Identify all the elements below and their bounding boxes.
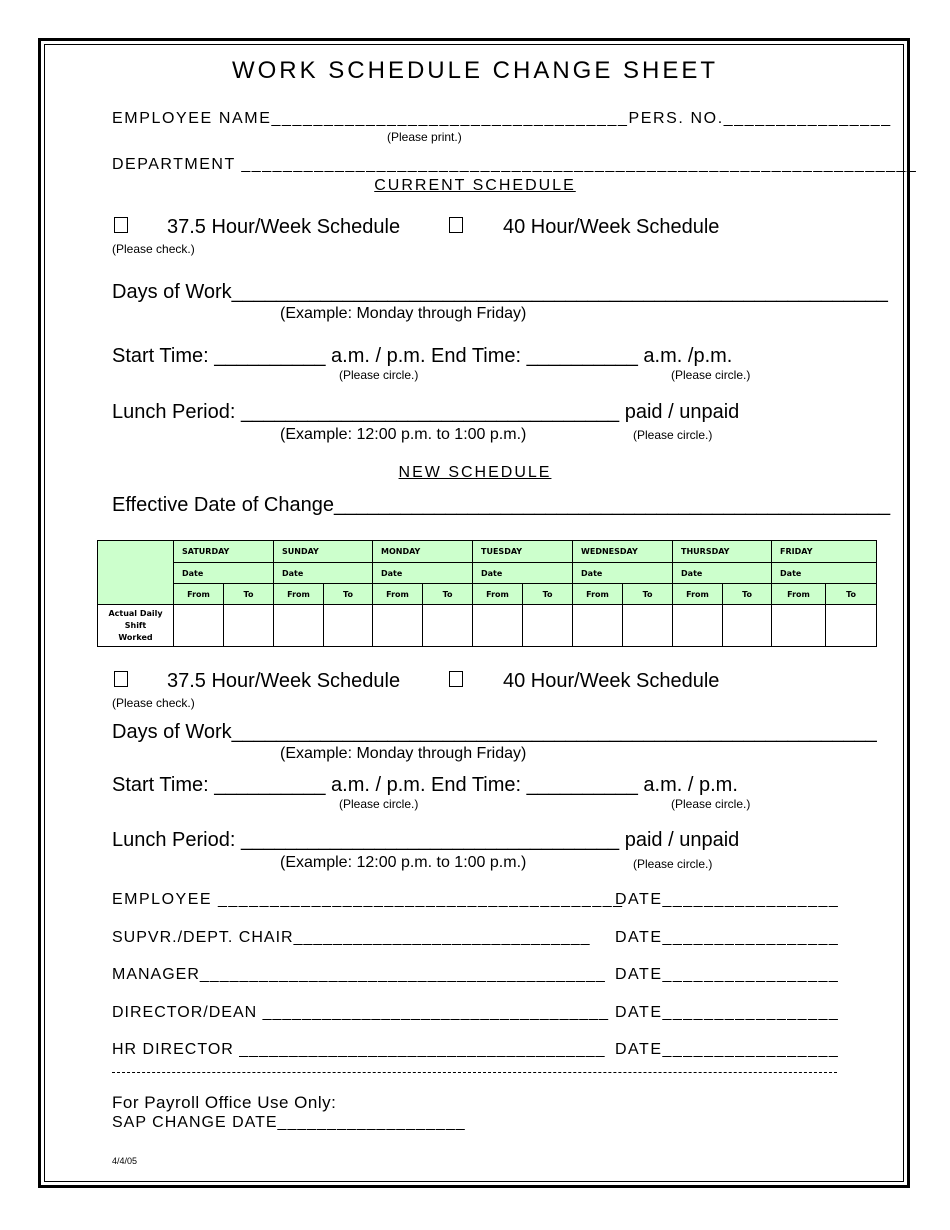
from-header: From xyxy=(373,584,423,605)
actual-shift-label-line: Actual Daily xyxy=(108,608,163,618)
new-lunch-period[interactable]: Lunch Period: __________________________________ paid / unpaid xyxy=(112,829,740,851)
shift-entry-cell[interactable] xyxy=(473,605,523,647)
date-cell[interactable]: Date xyxy=(772,563,877,584)
from-header: From xyxy=(174,584,224,605)
to-header: To xyxy=(723,584,772,605)
current-days-of-work[interactable]: Days of Work___________________________________________________________ xyxy=(112,281,888,303)
shift-entry-cell[interactable] xyxy=(224,605,274,647)
to-header: To xyxy=(523,584,573,605)
employee-name-line[interactable]: EMPLOYEE NAME__________________________________PERS. NO.________________ xyxy=(112,110,892,127)
to-header: To xyxy=(423,584,473,605)
date-cell[interactable]: Date xyxy=(473,563,573,584)
shift-entry-cell[interactable] xyxy=(373,605,423,647)
date-cell[interactable]: Date xyxy=(573,563,673,584)
day-header: FRIDAY xyxy=(772,541,877,563)
from-header: From xyxy=(673,584,723,605)
table-corner-cell xyxy=(98,541,174,605)
shift-entry-cell[interactable] xyxy=(523,605,573,647)
date-cell[interactable]: Date xyxy=(174,563,274,584)
effective-date-line[interactable]: Effective Date of Change__________________________________________________ xyxy=(112,494,891,516)
form-title: WORK SCHEDULE CHANGE SHEET xyxy=(231,57,719,84)
shift-entry-cell[interactable] xyxy=(723,605,772,647)
to-header: To xyxy=(324,584,373,605)
signature-director-date[interactable]: DATE_________________ xyxy=(615,1004,840,1021)
shift-entry-cell[interactable] xyxy=(174,605,224,647)
to-header: To xyxy=(623,584,673,605)
shift-entry-cell[interactable] xyxy=(772,605,826,647)
new-start-end-time[interactable]: Start Time: __________ a.m. / p.m. End Time: __________ a.m. / p.m. xyxy=(112,774,738,796)
new-schedule-table xyxy=(97,540,877,647)
shift-entry-cell[interactable] xyxy=(826,605,877,647)
day-header: SUNDAY xyxy=(274,541,373,563)
shift-entry-cell[interactable] xyxy=(673,605,723,647)
current-days-example: (Example: Monday through Friday) xyxy=(280,305,527,322)
from-header: From xyxy=(473,584,523,605)
signature-manager-date[interactable]: DATE_________________ xyxy=(615,966,840,983)
current-lunch-example: (Example: 12:00 p.m. to 1:00 p.m.) xyxy=(280,426,527,443)
current-please-check: (Please check.) xyxy=(112,242,195,256)
to-header: To xyxy=(224,584,274,605)
signature-employee[interactable]: EMPLOYEE _______________________________________ xyxy=(112,891,624,908)
new-40-label: 40 Hour/Week Schedule xyxy=(503,670,720,692)
current-schedule-heading: CURRENT SCHEDULE xyxy=(374,177,576,194)
please-print-note: (Please print.) xyxy=(387,130,462,144)
current-start-end-time[interactable]: Start Time: __________ a.m. / p.m. End Time: __________ a.m. /p.m. xyxy=(112,345,733,367)
current-end-circle-note: (Please circle.) xyxy=(671,368,751,382)
actual-shift-label-line: Worked xyxy=(118,632,153,642)
date-cell[interactable]: Date xyxy=(373,563,473,584)
dashed-divider xyxy=(112,1072,837,1073)
actual-shift-label xyxy=(98,605,174,647)
signature-supervisor-date[interactable]: DATE_________________ xyxy=(615,929,840,946)
signature-director[interactable]: DIRECTOR/DEAN ___________________________________ xyxy=(112,1004,610,1021)
date-cell[interactable]: Date xyxy=(673,563,772,584)
actual-shift-label-line: Shift xyxy=(124,620,147,630)
shift-entry-cell[interactable] xyxy=(324,605,373,647)
day-header: THURSDAY xyxy=(673,541,772,563)
new-please-check: (Please check.) xyxy=(112,696,195,710)
new-40-checkbox[interactable] xyxy=(449,671,463,687)
signature-supervisor[interactable]: SUPVR./DEPT. CHAIR______________________________ xyxy=(112,929,591,946)
current-start-circle-note: (Please circle.) xyxy=(339,368,419,382)
current-375-label: 37.5 Hour/Week Schedule xyxy=(167,216,401,238)
current-40-checkbox[interactable] xyxy=(449,217,463,233)
day-header: WEDNESDAY xyxy=(573,541,673,563)
new-days-example: (Example: Monday through Friday) xyxy=(280,745,527,762)
new-schedule-heading: NEW SCHEDULE xyxy=(398,464,552,481)
current-375-checkbox[interactable] xyxy=(114,217,128,233)
shift-entry-cell[interactable] xyxy=(623,605,673,647)
to-header: To xyxy=(826,584,877,605)
new-375-label: 37.5 Hour/Week Schedule xyxy=(167,670,401,692)
signature-hr-director-date[interactable]: DATE_________________ xyxy=(615,1041,840,1058)
department-line[interactable]: DEPARTMENT _________________________________________________________________ xyxy=(112,156,918,173)
date-cell[interactable]: Date xyxy=(274,563,373,584)
new-lunch-circle-note: (Please circle.) xyxy=(633,857,713,871)
day-header: MONDAY xyxy=(373,541,473,563)
current-40-label: 40 Hour/Week Schedule xyxy=(503,216,720,238)
shift-entry-cell[interactable] xyxy=(573,605,623,647)
new-lunch-example: (Example: 12:00 p.m. to 1:00 p.m.) xyxy=(280,854,527,871)
current-lunch-period[interactable]: Lunch Period: __________________________________ paid / unpaid xyxy=(112,401,740,423)
new-end-circle-note: (Please circle.) xyxy=(671,797,751,811)
from-header: From xyxy=(772,584,826,605)
payroll-heading: For Payroll Office Use Only: xyxy=(112,1093,337,1112)
sap-change-date[interactable]: SAP CHANGE DATE___________________ xyxy=(112,1114,466,1131)
signature-manager[interactable]: MANAGER_________________________________________ xyxy=(112,966,606,983)
new-days-of-work[interactable]: Days of Work__________________________________________________________ xyxy=(112,721,877,743)
day-header: TUESDAY xyxy=(473,541,573,563)
signature-employee-date[interactable]: DATE_________________ xyxy=(615,891,840,908)
shift-entry-cell[interactable] xyxy=(423,605,473,647)
form-revision-date: 4/4/05 xyxy=(112,1156,138,1166)
shift-entry-cell[interactable] xyxy=(274,605,324,647)
from-header: From xyxy=(573,584,623,605)
day-header: SATURDAY xyxy=(174,541,274,563)
current-lunch-circle-note: (Please circle.) xyxy=(633,428,713,442)
new-start-circle-note: (Please circle.) xyxy=(339,797,419,811)
signature-hr-director[interactable]: HR DIRECTOR _____________________________________ xyxy=(112,1041,606,1058)
new-375-checkbox[interactable] xyxy=(114,671,128,687)
from-header: From xyxy=(274,584,324,605)
